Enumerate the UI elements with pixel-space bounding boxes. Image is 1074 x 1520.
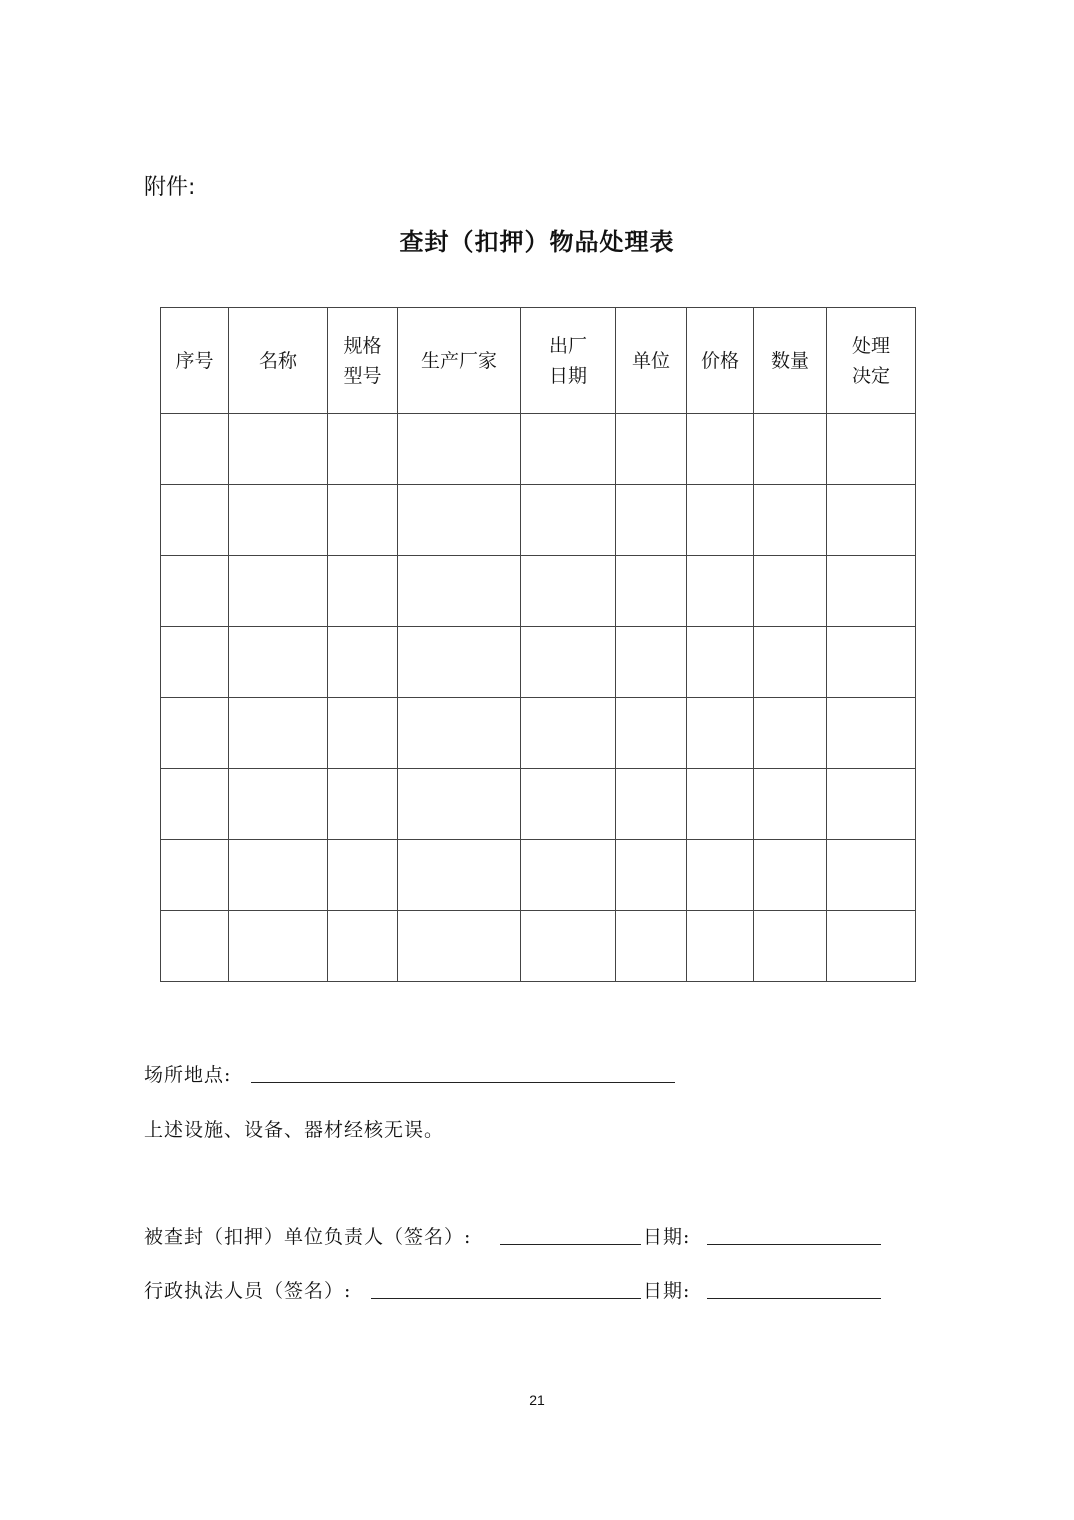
table-cell[interactable] [229, 698, 328, 769]
header-disposal-decision: 处理 决定 [827, 308, 916, 414]
table-cell[interactable] [616, 414, 687, 485]
table-row [161, 769, 916, 840]
date-label-2: 日期: [643, 1280, 691, 1302]
table-row [161, 698, 916, 769]
table-cell[interactable] [398, 698, 521, 769]
table-cell[interactable] [328, 698, 398, 769]
header-spec-model: 规格 型号 [328, 308, 398, 414]
table-cell[interactable] [687, 485, 754, 556]
table-cell[interactable] [229, 840, 328, 911]
table-cell[interactable] [521, 485, 616, 556]
table-cell[interactable] [229, 911, 328, 982]
table-cell[interactable] [328, 769, 398, 840]
table-cell[interactable] [398, 911, 521, 982]
table-cell[interactable] [754, 911, 827, 982]
table-cell[interactable] [687, 698, 754, 769]
table-cell[interactable] [161, 414, 229, 485]
table-cell[interactable] [827, 556, 916, 627]
table-cell[interactable] [398, 556, 521, 627]
header-name: 名称 [229, 308, 328, 414]
table-cell[interactable] [687, 769, 754, 840]
table-cell[interactable] [687, 627, 754, 698]
table-cell[interactable] [398, 414, 521, 485]
table-cell[interactable] [754, 627, 827, 698]
table-cell[interactable] [398, 840, 521, 911]
table-cell[interactable] [161, 556, 229, 627]
table-cell[interactable] [827, 627, 916, 698]
attachment-label: 附件: [144, 175, 196, 200]
table-cell[interactable] [687, 414, 754, 485]
table-cell[interactable] [827, 698, 916, 769]
table-cell[interactable] [229, 769, 328, 840]
table-row [161, 556, 916, 627]
table-cell[interactable] [229, 485, 328, 556]
seized-party-label: 被查封（扣押）单位负责人（签名）: [144, 1226, 472, 1248]
table-cell[interactable] [328, 414, 398, 485]
table-body [161, 414, 916, 982]
officer-row [144, 1276, 351, 1303]
table-cell[interactable] [754, 414, 827, 485]
table-cell[interactable] [328, 556, 398, 627]
table-cell[interactable] [827, 414, 916, 485]
table-cell[interactable] [616, 627, 687, 698]
table-cell[interactable] [754, 556, 827, 627]
table-cell[interactable] [754, 840, 827, 911]
table-cell[interactable] [687, 911, 754, 982]
location-row [144, 1060, 231, 1087]
table-cell[interactable] [161, 769, 229, 840]
table-cell[interactable] [616, 840, 687, 911]
header-unit: 单位 [616, 308, 687, 414]
location-blank[interactable] [251, 1082, 675, 1083]
table-row [161, 911, 916, 982]
table-cell[interactable] [398, 485, 521, 556]
verify-statement: 上述设施、设备、器材经核无误。 [144, 1119, 445, 1141]
table-cell[interactable] [521, 414, 616, 485]
table-cell[interactable] [398, 627, 521, 698]
table-cell[interactable] [754, 769, 827, 840]
table-cell[interactable] [161, 840, 229, 911]
table-cell[interactable] [161, 911, 229, 982]
table-cell[interactable] [687, 556, 754, 627]
table-cell[interactable] [827, 911, 916, 982]
table-cell[interactable] [827, 769, 916, 840]
table-cell[interactable] [229, 414, 328, 485]
table-cell[interactable] [827, 840, 916, 911]
table-cell[interactable] [521, 769, 616, 840]
table-cell[interactable] [328, 840, 398, 911]
table-cell[interactable] [161, 485, 229, 556]
table-cell[interactable] [229, 556, 328, 627]
table-row [161, 414, 916, 485]
table-row [161, 627, 916, 698]
date-blank-1[interactable] [707, 1244, 881, 1245]
table-cell[interactable] [328, 627, 398, 698]
header-quantity: 数量 [754, 308, 827, 414]
items-table [160, 307, 916, 982]
table-cell[interactable] [616, 911, 687, 982]
table-cell[interactable] [754, 698, 827, 769]
seized-party-signature-blank[interactable] [500, 1244, 641, 1245]
table-cell[interactable] [521, 911, 616, 982]
table-cell[interactable] [521, 556, 616, 627]
table-cell[interactable] [616, 485, 687, 556]
table-cell[interactable] [398, 769, 521, 840]
table-row [161, 485, 916, 556]
header-price: 价格 [687, 308, 754, 414]
header-serial-no: 序号 [161, 308, 229, 414]
table-row [161, 840, 916, 911]
table-cell[interactable] [616, 769, 687, 840]
table-cell[interactable] [827, 485, 916, 556]
table-cell[interactable] [521, 840, 616, 911]
table-cell[interactable] [754, 485, 827, 556]
table-header-row [161, 308, 916, 414]
table-cell[interactable] [229, 627, 328, 698]
table-cell[interactable] [161, 698, 229, 769]
table-cell[interactable] [328, 911, 398, 982]
header-production-date: 出厂 日期 [521, 308, 616, 414]
officer-signature-blank[interactable] [371, 1298, 641, 1299]
form-title: 查封（扣押）物品处理表 [399, 228, 675, 256]
table-cell[interactable] [687, 840, 754, 911]
date-blank-2[interactable] [707, 1298, 881, 1299]
table-cell[interactable] [616, 698, 687, 769]
officer-label: 行政执法人员（签名）: [144, 1280, 352, 1302]
page-number: 21 [529, 1392, 545, 1408]
seized-party-row [144, 1222, 471, 1249]
date-label-1: 日期: [643, 1226, 691, 1248]
table-cell[interactable] [521, 627, 616, 698]
table-cell[interactable] [161, 627, 229, 698]
header-manufacturer: 生产厂家 [398, 308, 521, 414]
location-label: 场所地点: [144, 1064, 232, 1086]
table-cell[interactable] [616, 556, 687, 627]
table-cell[interactable] [521, 698, 616, 769]
table-cell[interactable] [328, 485, 398, 556]
